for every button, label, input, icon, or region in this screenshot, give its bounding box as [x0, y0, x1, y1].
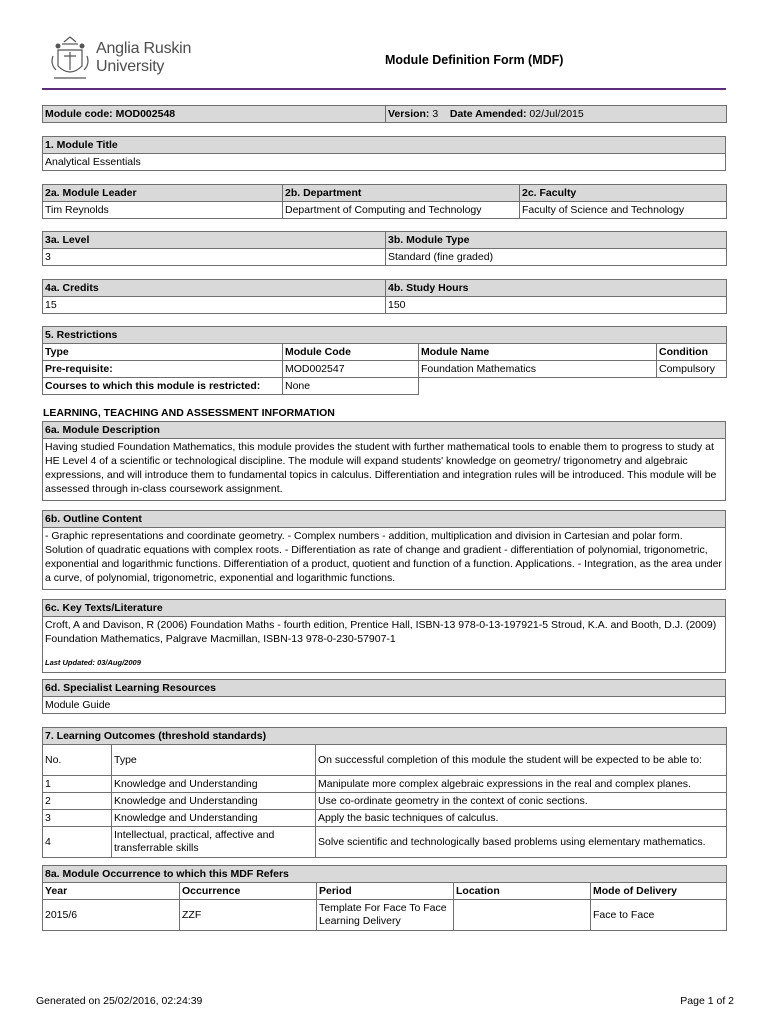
credits-value: 15 [43, 297, 386, 314]
outcome-no: 2 [43, 793, 112, 810]
leader-table [42, 184, 727, 219]
occurrence-col-year: Year [43, 883, 180, 900]
module-type-heading: 3b. Module Type [386, 232, 727, 249]
occurrence-col-location: Location [454, 883, 591, 900]
version-date-cell [386, 106, 727, 123]
date-amended-value: 02/Jul/2015 [529, 107, 584, 120]
page-number: Page 1 of 2 [680, 995, 734, 1007]
module-description-heading: 6a. Module Description [43, 422, 726, 439]
faculty-heading: 2c. Faculty [520, 185, 727, 202]
occurrence-table [42, 865, 727, 931]
version-label: Version: [388, 107, 430, 120]
form-title: Module Definition Form (MDF) [385, 53, 564, 67]
level-table [42, 231, 727, 266]
prerequisite-name: Foundation Mathematics [419, 361, 657, 378]
occurrence-heading: 8a. Module Occurrence to which this MDF Refers [43, 866, 727, 883]
version-value: 3 [432, 107, 439, 120]
faculty-value: Faculty of Science and Technology [520, 202, 727, 219]
module-title-value: Analytical Essentials [43, 154, 726, 171]
credits-heading: 4a. Credits [43, 280, 386, 297]
restrictions-col-code: Module Code [283, 344, 419, 361]
level-value: 3 [43, 249, 386, 266]
outcome-type: Knowledge and Understanding [112, 810, 316, 827]
department-heading: 2b. Department [283, 185, 520, 202]
restrictions-table [42, 326, 727, 395]
key-texts-table [42, 599, 726, 673]
logo-text-line1: Anglia Ruskin [96, 40, 192, 57]
key-texts-heading: 6c. Key Texts/Literature [43, 600, 726, 617]
table-row [43, 900, 727, 931]
study-hours-value: 150 [386, 297, 727, 314]
restrictions-col-condition: Condition [657, 344, 727, 361]
occurrence-delivery: Face to Face [591, 900, 727, 931]
occurrence-year: 2015/6 [43, 900, 180, 931]
module-description-table [42, 421, 726, 501]
prerequisite-label: Pre-requisite: [43, 361, 283, 378]
outcome-no: 1 [43, 776, 112, 793]
outcomes-col-type: Type [112, 745, 316, 776]
outcome-text: Use co-ordinate geometry in the context of conic sections. [316, 793, 727, 810]
module-leader-heading: 2a. Module Leader [43, 185, 283, 202]
occurrence-col-period: Period [317, 883, 454, 900]
outline-content-heading: 6b. Outline Content [43, 511, 726, 528]
learning-resources-value: Module Guide [43, 697, 726, 714]
header-divider [42, 88, 726, 90]
outline-content-text: - Graphic representations and coordinate geometry. - Complex numbers - addition, multiplication and division in Cartesian and polar form. Solution of quadratic equations with complex roots. - Differentiation as rate of change and gradient - differentiation of polynomial, trigonometric, exponential and logarithmic functions. Differentiation of a product, quotient and function of a function. Applications. - Integration, as the area under a curve, of polynomial, trigonometric, exponential and logarithmic functions. [43, 528, 726, 590]
table-row [43, 827, 727, 858]
module-description-text: Having studied Foundation Mathematics, this module provides the student with further mathematical tools to enable them to progress to study at HE Level 4 of a scientific or technological discipline. The module will expand students' knowledge on geometry/ trigonometry and algebraic expressions, and will introduce them to fundamental topics in calculus. Differentiation and integration rules will be introduced. This module will be assessed through in-class coursework assignment. [43, 439, 726, 501]
restrictions-col-name: Module Name [419, 344, 657, 361]
key-texts-cell [43, 617, 726, 673]
university-logo [50, 34, 210, 84]
outcome-text: Solve scientific and technologically based problems using elementary mathematics. [316, 827, 727, 858]
learning-resources-heading: 6d. Specialist Learning Resources [43, 680, 726, 697]
outcome-no: 4 [43, 827, 112, 858]
outcomes-col-outcome: On successful completion of this module the student will be expected to be able to: [316, 745, 727, 776]
occurrence-col-occurrence: Occurrence [180, 883, 317, 900]
lta-section-label: LEARNING, TEACHING AND ASSESSMENT INFORMATION [43, 407, 335, 419]
table-row [43, 793, 727, 810]
outcomes-col-no: No. [43, 745, 112, 776]
empty-cell [419, 378, 657, 395]
prerequisite-condition: Compulsory [657, 361, 727, 378]
department-value: Department of Computing and Technology [283, 202, 520, 219]
module-title-table [42, 136, 726, 171]
occurrence-code: ZZF [180, 900, 317, 931]
logo-text-line2: University [96, 58, 165, 75]
credits-table [42, 279, 727, 314]
key-texts-text: Croft, A and Davison, R (2006) Foundation Maths - fourth edition, Prentice Hall, ISBN-13 978-0-13-197921-5 Stroud, K.A. and Booth, D.J. (2009) Foundation Mathematics, Palgrave Macmillan, ISBN-13 978-0-230-57907-1 [45, 619, 717, 645]
module-code-table [42, 105, 727, 123]
generated-timestamp: Generated on 25/02/2016, 02:24:39 [36, 995, 203, 1007]
prerequisite-code: MOD002547 [283, 361, 419, 378]
outcome-type: Knowledge and Understanding [112, 793, 316, 810]
learning-outcomes-table [42, 727, 727, 858]
table-row [43, 776, 727, 793]
outcome-text: Apply the basic techniques of calculus. [316, 810, 727, 827]
module-title-heading: 1. Module Title [43, 137, 726, 154]
module-type-value: Standard (fine graded) [386, 249, 727, 266]
table-row [43, 810, 727, 827]
occurrence-col-delivery: Mode of Delivery [591, 883, 727, 900]
outcome-text: Manipulate more complex algebraic expressions in the real and complex planes. [316, 776, 727, 793]
learning-outcomes-heading: 7. Learning Outcomes (threshold standards) [43, 728, 727, 745]
outcome-type: Knowledge and Understanding [112, 776, 316, 793]
module-code: Module code: MOD002548 [43, 106, 386, 123]
module-leader-value: Tim Reynolds [43, 202, 283, 219]
occurrence-period: Template For Face To Face Learning Delivery [317, 900, 454, 931]
outcome-no: 3 [43, 810, 112, 827]
restricted-courses-value: None [283, 378, 419, 395]
last-updated: Last Updated: 03/Aug/2009 [45, 658, 141, 667]
level-heading: 3a. Level [43, 232, 386, 249]
study-hours-heading: 4b. Study Hours [386, 280, 727, 297]
outline-content-table [42, 510, 726, 590]
crest-icon [50, 34, 90, 82]
outcome-type: Intellectual, practical, affective and transferrable skills [112, 827, 316, 858]
empty-cell [657, 378, 727, 395]
restrictions-col-type: Type [43, 344, 283, 361]
date-amended-label: Date Amended: [449, 107, 527, 120]
occurrence-location [454, 900, 591, 931]
restrictions-heading: 5. Restrictions [43, 327, 727, 344]
restricted-courses-label: Courses to which this module is restricted: [43, 378, 283, 395]
learning-resources-table [42, 679, 726, 714]
